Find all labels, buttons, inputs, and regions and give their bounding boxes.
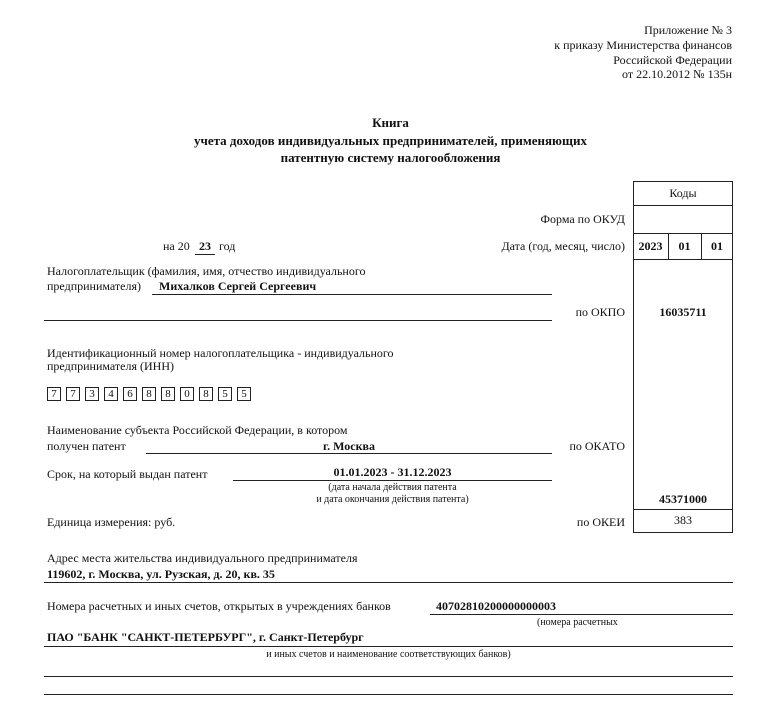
inn-digit: 0 xyxy=(180,387,194,401)
inn-label-2: предпринимателя (ИНН) xyxy=(47,359,174,373)
inn-digit: 7 xyxy=(66,387,80,401)
inn-digit: 8 xyxy=(161,387,175,401)
year-suffix: год xyxy=(219,239,236,253)
appendix-line-3: Российской Федерации xyxy=(613,53,732,67)
taxpayer-extra-line xyxy=(44,320,552,321)
okpo-value: 16035711 xyxy=(659,305,707,319)
codes-divider xyxy=(633,509,733,510)
bank-name: ПАО "БАНК "САНКТ-ПЕТЕРБУРГ", г. Санкт-Петербург xyxy=(47,630,364,644)
date-year: 2023 xyxy=(638,239,663,253)
okato-value: 45371000 xyxy=(659,492,707,506)
year-value: 23 xyxy=(199,239,211,253)
inn-digit: 4 xyxy=(104,387,118,401)
address-underline xyxy=(44,582,733,583)
term-hint-2: и дата окончания действия патента) xyxy=(316,494,469,505)
blank-line xyxy=(44,694,733,695)
unit-label: Единица измерения: руб. xyxy=(47,515,176,529)
date-month: 01 xyxy=(678,239,691,253)
accounts-hint-1: (номера расчетных xyxy=(537,617,618,628)
taxpayer-underline xyxy=(152,294,552,295)
taxpayer-label-1: Налогоплательщик (фамилия, имя, отчество индивидуального xyxy=(47,264,366,278)
okei-value: 383 xyxy=(674,513,692,527)
account-number: 40702810200000000003 xyxy=(436,599,556,613)
inn-digit: 7 xyxy=(47,387,61,401)
term-underline xyxy=(233,480,552,481)
okpo-label: по ОКПО xyxy=(575,305,625,319)
inn-digit: 5 xyxy=(237,387,251,401)
accounts-label: Номера расчетных и иных счетов, открытых в учреждениях банков xyxy=(47,599,391,613)
term-hint-1: (дата начала действия патента xyxy=(328,482,457,493)
codes-header: Коды xyxy=(669,186,697,200)
region-underline xyxy=(146,453,552,454)
term-label: Срок, на который выдан патент xyxy=(47,467,208,481)
account-underline xyxy=(430,614,733,615)
date-label: Дата (год, месяц, число) xyxy=(501,239,625,253)
region-value: г. Москва xyxy=(323,439,375,453)
year-prefix: на 20 xyxy=(163,239,190,253)
inn-digit: 8 xyxy=(199,387,213,401)
date-day: 01 xyxy=(711,239,723,253)
inn-digit: 8 xyxy=(142,387,156,401)
bank-underline xyxy=(44,646,733,647)
region-label-1: Наименование субъекта Российской Федерации, в котором xyxy=(47,423,348,437)
okud-label: Форма по ОКУД xyxy=(540,212,625,226)
appendix-line-2: к приказу Министерства финансов xyxy=(554,38,732,52)
inn-digit: 6 xyxy=(123,387,137,401)
inn-digit: 5 xyxy=(218,387,232,401)
title-line-1: Книга xyxy=(372,115,409,130)
blank-line xyxy=(44,676,733,677)
appendix-line-1: Приложение № 3 xyxy=(644,23,732,37)
title-line-3: патентную систему налогообложения xyxy=(280,150,501,165)
accounts-hint-2: и иных счетов и наименование соответствующих банков) xyxy=(266,649,511,660)
title-line-2: учета доходов индивидуальных предпринимателей, применяющих xyxy=(194,133,587,148)
region-label-2: получен патент xyxy=(47,439,126,453)
address-value: 119602, г. Москва, ул. Рузская, д. 20, кв. 35 xyxy=(47,567,275,581)
codes-divider xyxy=(633,205,733,206)
taxpayer-label-2: предпринимателя) xyxy=(47,279,141,293)
codes-divider xyxy=(633,259,733,260)
address-label: Адрес места жительства индивидуального предпринимателя xyxy=(47,551,358,565)
taxpayer-name: Михалков Сергей Сергеевич xyxy=(159,279,317,293)
inn-digit: 3 xyxy=(85,387,99,401)
okei-label: по ОКЕИ xyxy=(576,515,625,529)
okato-label: по ОКАТО xyxy=(569,439,625,453)
inn-label-1: Идентификационный номер налогоплательщика - индивидуального xyxy=(47,346,394,360)
appendix-line-4: от 22.10.2012 № 135н xyxy=(622,67,732,81)
codes-divider xyxy=(633,233,733,234)
year-underline xyxy=(195,254,215,255)
term-value: 01.01.2023 - 31.12.2023 xyxy=(333,465,452,479)
